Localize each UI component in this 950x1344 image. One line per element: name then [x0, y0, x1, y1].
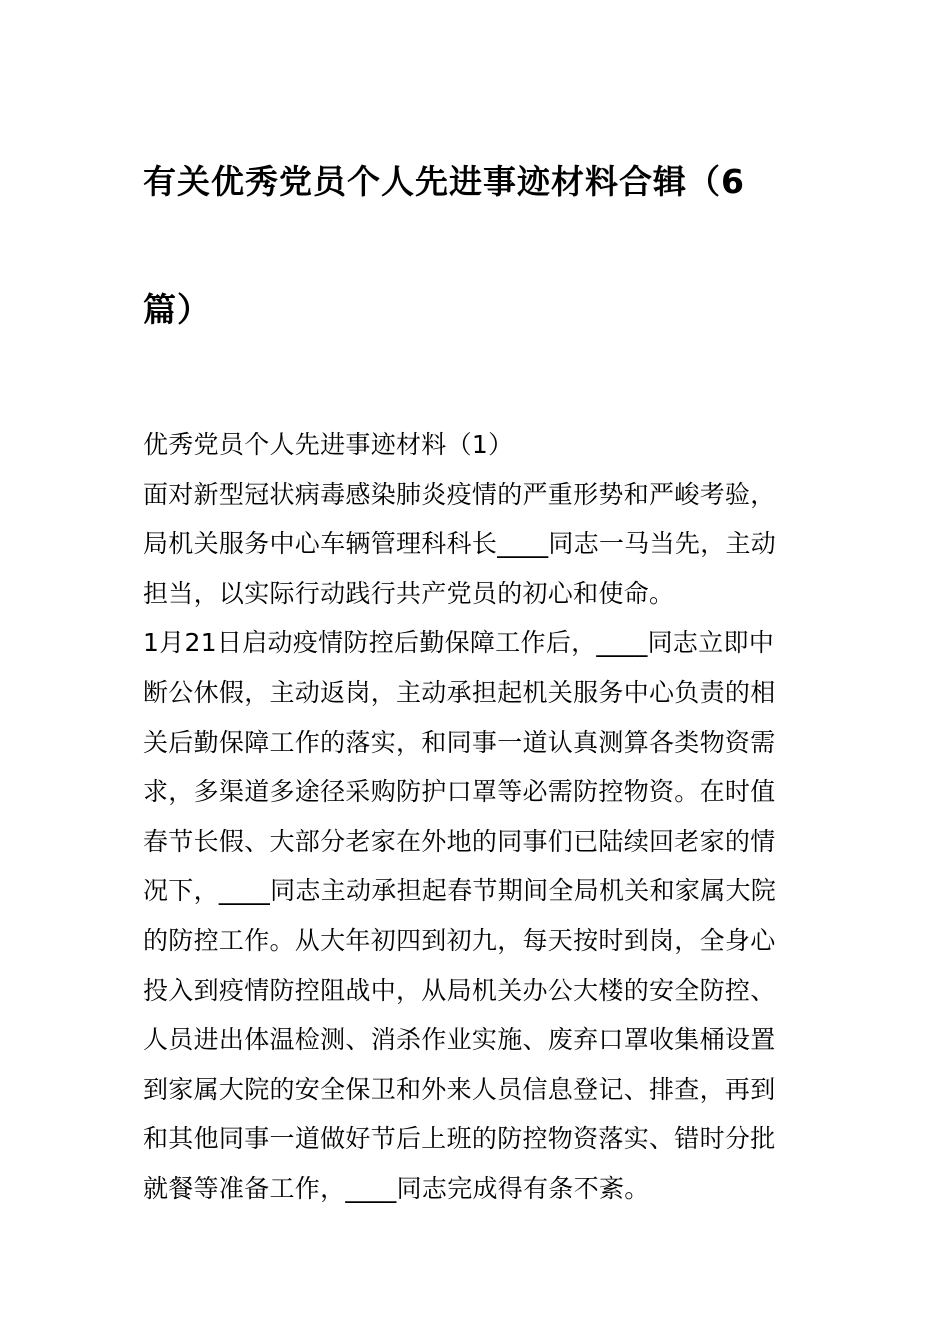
paragraph-line: 春节长假、大部分老家在外地的同事们已陆续回老家的情 — [143, 826, 776, 856]
paragraph-line: 关后勤保障工作的落实，和同事一道认真测算各类物资需 — [143, 727, 776, 757]
paragraph-line: 局机关服务中心车辆管理科科长____同志一马当先，主动 — [143, 529, 777, 559]
title-line: 有关优秀党员个人先进事迹材料合辑（6 — [143, 162, 745, 201]
paragraph-line: 就餐等准备工作，____同志完成得有条不紊。 — [143, 1173, 650, 1203]
document-title — [143, 150, 823, 406]
paragraph-line: 人员进出体温检测、消杀作业实施、废弃口罩收集桶设置 — [143, 1025, 776, 1055]
paragraph-line: 和其他同事一道做好节后上班的防控物资落实、错时分批 — [143, 1124, 776, 1154]
paragraph-line: 求，多渠道多途径采购防护口罩等必需防控物资。在时值 — [143, 777, 776, 807]
paragraph-line: 面对新型冠状病毒感染肺炎疫情的严重形势和严峻考验， — [143, 479, 776, 509]
paragraph-line: 到家属大院的安全保卫和外来人员信息登记、排查，再到 — [143, 1074, 776, 1104]
section-heading: 优秀党员个人先进事迹材料（1） — [143, 430, 514, 459]
paragraph-line: 担当，以实际行动践行共产党员的初心和使命。 — [143, 578, 675, 608]
paragraph-line: 的防控工作。从大年初四到初九，每天按时到岗，全身心 — [143, 925, 776, 955]
document-body — [143, 420, 813, 1214]
paragraph-line: 断公休假，主动返岗，主动承担起机关服务中心负责的相 — [143, 677, 776, 707]
paragraph-line: 投入到疫情防控阻战中，从局机关办公大楼的安全防控、 — [143, 975, 776, 1005]
title-line: 篇） — [143, 290, 211, 329]
paragraph-line: 况下，____同志主动承担起春节期间全局机关和家属大院 — [143, 876, 777, 906]
paragraph-line: 1月21日启动疫情防控后勤保障工作后，____同志立即中 — [143, 628, 775, 658]
